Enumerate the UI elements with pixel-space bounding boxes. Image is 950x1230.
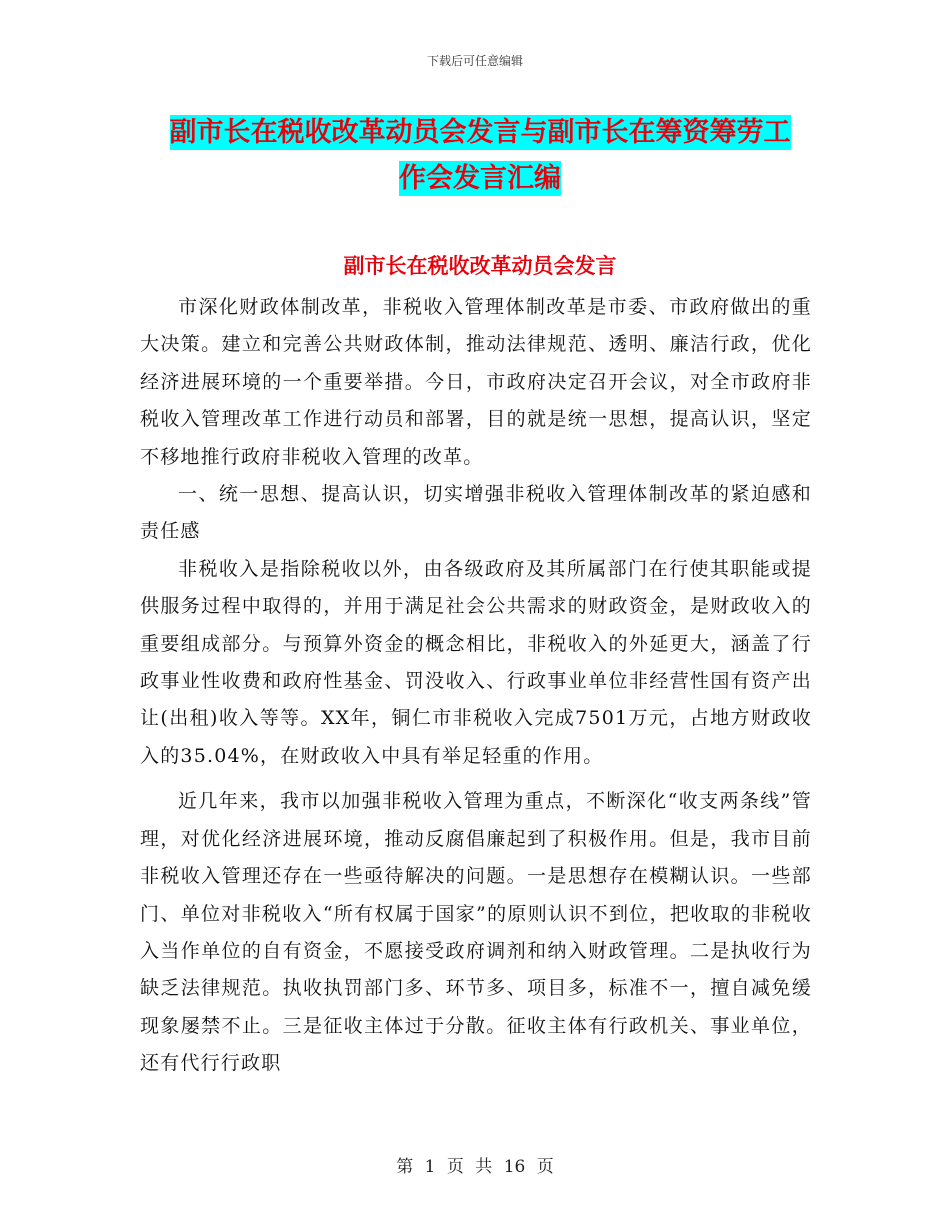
main-title-line-1: 副市长在税收改革动员会发言与副市长在筹资筹劳工 xyxy=(169,117,791,148)
paragraph: 市深化财政体制改革，非税收入管理体制改革是市委、市政府做出的重大决策。建立和完善公共财政体制，推动法律规范、透明、廉洁行政，优化经济进展环境的一个重要举措。今日，市政府决定召开会议，对全市政府非税收入管理改革工作进行动员和部署，目的就是统一思想，提高认识，坚定不移地推行政府非税收入管理的改革。 xyxy=(140,296,812,468)
body-text xyxy=(140,289,812,1083)
paragraph-heading: 一、统一思想、提高认识，切实增强非税收入管理体制改革的紧迫感和责任感 xyxy=(140,483,812,543)
section-title: 副市长在税收改革动员会发言 xyxy=(343,254,617,278)
page-footer: 第 1 页 共 16 页 xyxy=(396,1157,554,1177)
paragraph: 近几年来，我市以加强非税收入管理为重点，不断深化“收支两条线”管理，对优化经济进展环境，推动反腐倡廉起到了积极作用。但是，我市目前非税收入管理还存在一些亟待解决的问题。一是思想存在模糊认识。一些部门、单位对非税收入“所有权属于国家”的原则认识不到位，把收取的非税收入当作单位的自有资金，不愿接受政府调剂和纳入财政管理。二是执收行为缺乏法律规范。执收执罚部门多、环节多、项目多，标准不一，擅自减免缓现象屡禁不止。三是征收主体过于分散。征收主体有行政机关、事业单位，还有代行行政职 xyxy=(140,790,812,1075)
header-note: 下载后可任意编辑 xyxy=(426,54,523,68)
paragraph: 非税收入是指除税收以外，由各级政府及其所属部门在行使其职能或提供服务过程中取得的，并用于满足社会公共需求的财政资金，是财政收入的重要组成部分。与预算外资金的概念相比，非税收入的外延更大，涵盖了行政事业性收费和政府性基金、罚没收入、行政事业单位非经营性国有资产出让(出租)收入等等。XX年，铜仁市非税收入完成7501万元，占地方财政收入的35.04%，在财政收入中具有举足轻重的作用。 xyxy=(140,557,812,767)
main-title-line-2: 作会发言汇编 xyxy=(399,163,561,194)
main-title xyxy=(140,110,820,202)
